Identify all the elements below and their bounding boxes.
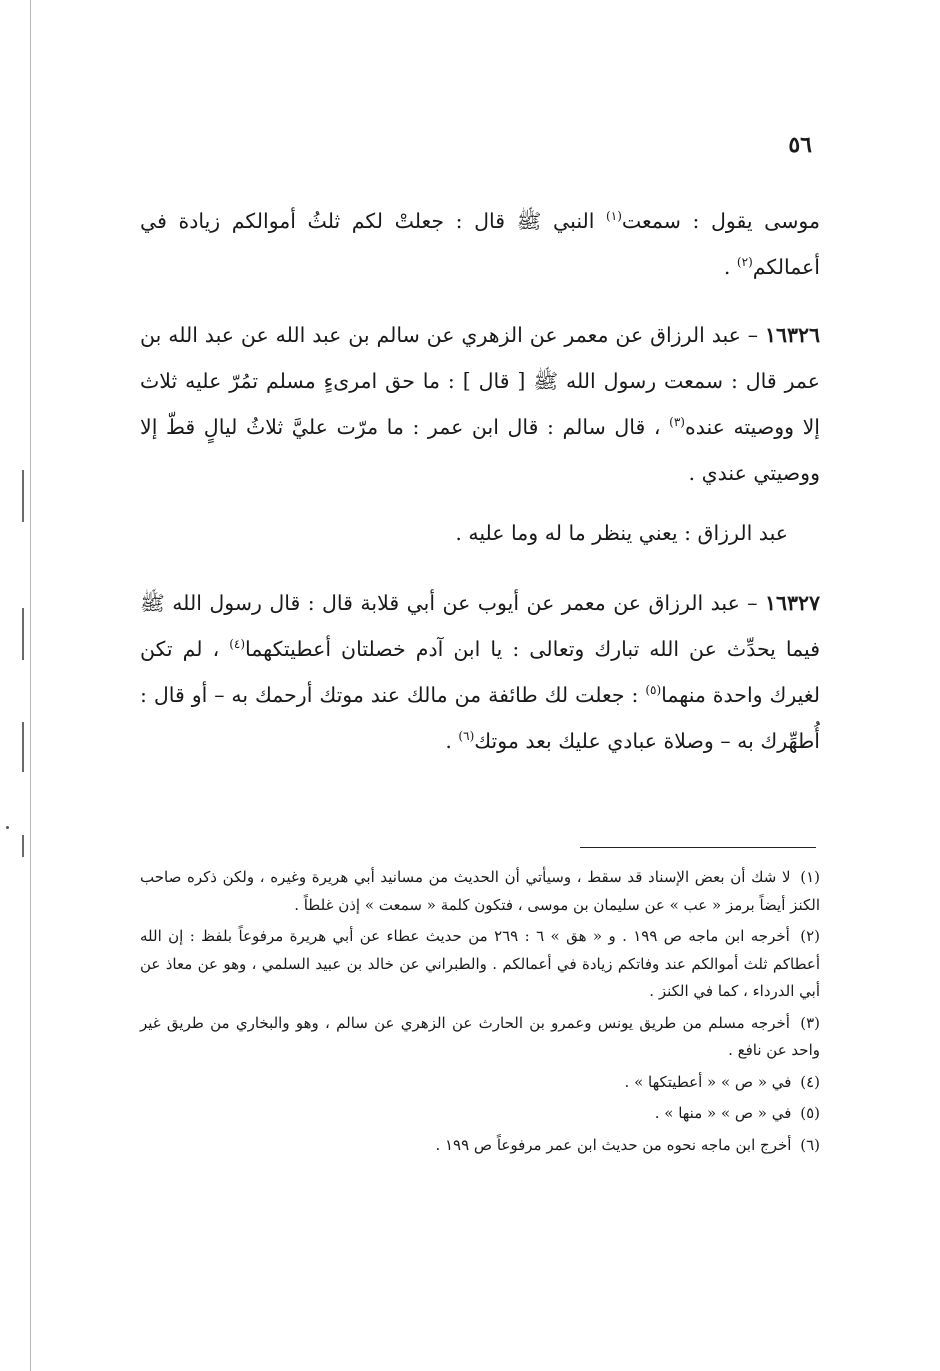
footnote-ref: (١) xyxy=(606,209,622,224)
margin-mark xyxy=(22,722,24,772)
footnotes xyxy=(140,864,820,1163)
text-span: – عبد الرزاق عن معمر عن الزهري عن سالم بن عبد الله عن عبد الله بن عمر قال : سمعت رسول الله ﷺ [ قال ] : ما حق امرىءٍ مسلم تمُرّ عليه ثلاث إلا ووصيته عنده xyxy=(140,323,820,439)
footnote-text: في « ص » « أعطيتكها » . xyxy=(624,1072,792,1091)
text-span: . xyxy=(723,255,737,279)
hadith-number: ١٦٣٢٦ xyxy=(764,323,820,347)
margin-mark xyxy=(22,835,24,857)
page-number: ٥٦ xyxy=(788,132,812,158)
hadith-16326 xyxy=(140,312,820,496)
footnote-5 xyxy=(140,1100,820,1128)
footnote-index: (١) xyxy=(800,868,820,886)
footnote-ref: (٤) xyxy=(229,637,246,652)
footnote-4 xyxy=(140,1069,820,1097)
text-span: – عبد الرزاق عن معمر عن أيوب عن أبي قلابة قال : قال رسول الله ﷺ فيما يحدِّث عن الله تبارك وتعالى : يا ابن آدم خصلتان أعطيتكهما xyxy=(140,591,820,661)
footnote-ref: (٦) xyxy=(458,729,475,744)
footnote-ref: (٣) xyxy=(669,415,685,430)
paragraph-intro xyxy=(140,198,820,290)
main-text xyxy=(140,198,820,764)
text-span: . xyxy=(445,729,459,753)
footnote-index: (٦) xyxy=(800,1135,820,1154)
margin-dot xyxy=(6,826,9,829)
hadith-16327 xyxy=(140,580,820,764)
footnote-separator xyxy=(580,847,816,848)
footnote-index: (٥) xyxy=(800,1104,820,1122)
footnote-text: أخرجه مسلم من طريق يونس وعمرو بن الحارث عن الزهري عن سالم ، وهو والبخاري من طريق غير واحد عن نافع . xyxy=(140,1013,820,1059)
footnote-index: (٣) xyxy=(800,1013,820,1032)
footnote-6 xyxy=(140,1132,820,1160)
text-span: موسى يقول : سمعت xyxy=(621,209,821,233)
footnote-1 xyxy=(140,864,820,919)
margin-mark xyxy=(22,608,24,660)
footnote-ref: (٥) xyxy=(645,683,662,698)
text-span: : جعلت لك طائفة من مالك عند موتك أرحمك به – أو قال : أُطهِّرك به – وصلاة عبادي عليك بعد موتك xyxy=(140,683,820,753)
commentary-line: عبد الرزاق : يعني ينظر ما له وما عليه . xyxy=(455,521,788,545)
footnote-text: في « ص » « منها » . xyxy=(654,1104,792,1122)
text-span: ، قال سالم : قال ابن عمر : ما مرّت عليَّ ثلاثُ ليالٍ قطّ إلا ووصيتي عندي . xyxy=(140,415,820,485)
text-span: ، لم تكن لغيرك واحدة منهما xyxy=(140,637,820,707)
footnote-index: (٤) xyxy=(800,1072,820,1091)
footnote-text: أخرج ابن ماجه نحوه من حديث ابن عمر مرفوعاً ص ١٩٩ . xyxy=(435,1135,792,1154)
footnote-text: لا شك أن بعض الإسناد قد سقط ، وسيأتي أن الحديث من مسانيد أبي هريرة وغيره ، ولكن ذكره صاحب الكنز أيضاً برمز « عب » عن سليمان بن موسى ، فتكون كلمة « سمعت » إذن غلطاً . xyxy=(140,868,820,914)
footnote-ref: (٢) xyxy=(736,255,753,270)
footnote-2 xyxy=(140,923,820,1006)
text-span: النبي ﷺ قال : جعلتْ لكم ثلثُ أموالكم زيادة في أعمالكم xyxy=(140,209,820,279)
footnote-index: (٢) xyxy=(800,927,820,945)
margin-mark xyxy=(22,470,24,522)
footnote-text: أخرجه ابن ماجه ص ١٩٩ . و « هق » ٦ : ٢٦٩ من حديث عطاء عن أبي هريرة مرفوعاً بلفظ : إن الله أعطاكم ثلث أموالكم عند وفاتكم زيادة في أعمالكم . والطبراني عن خالد بن عبيد السلمي ، وهو عن معاذ عن أبي الدرداء ، كما في الكنز . xyxy=(140,927,820,1000)
hadith-number: ١٦٣٢٧ xyxy=(764,591,820,615)
binding-line xyxy=(30,0,31,1371)
footnote-3 xyxy=(140,1010,820,1065)
